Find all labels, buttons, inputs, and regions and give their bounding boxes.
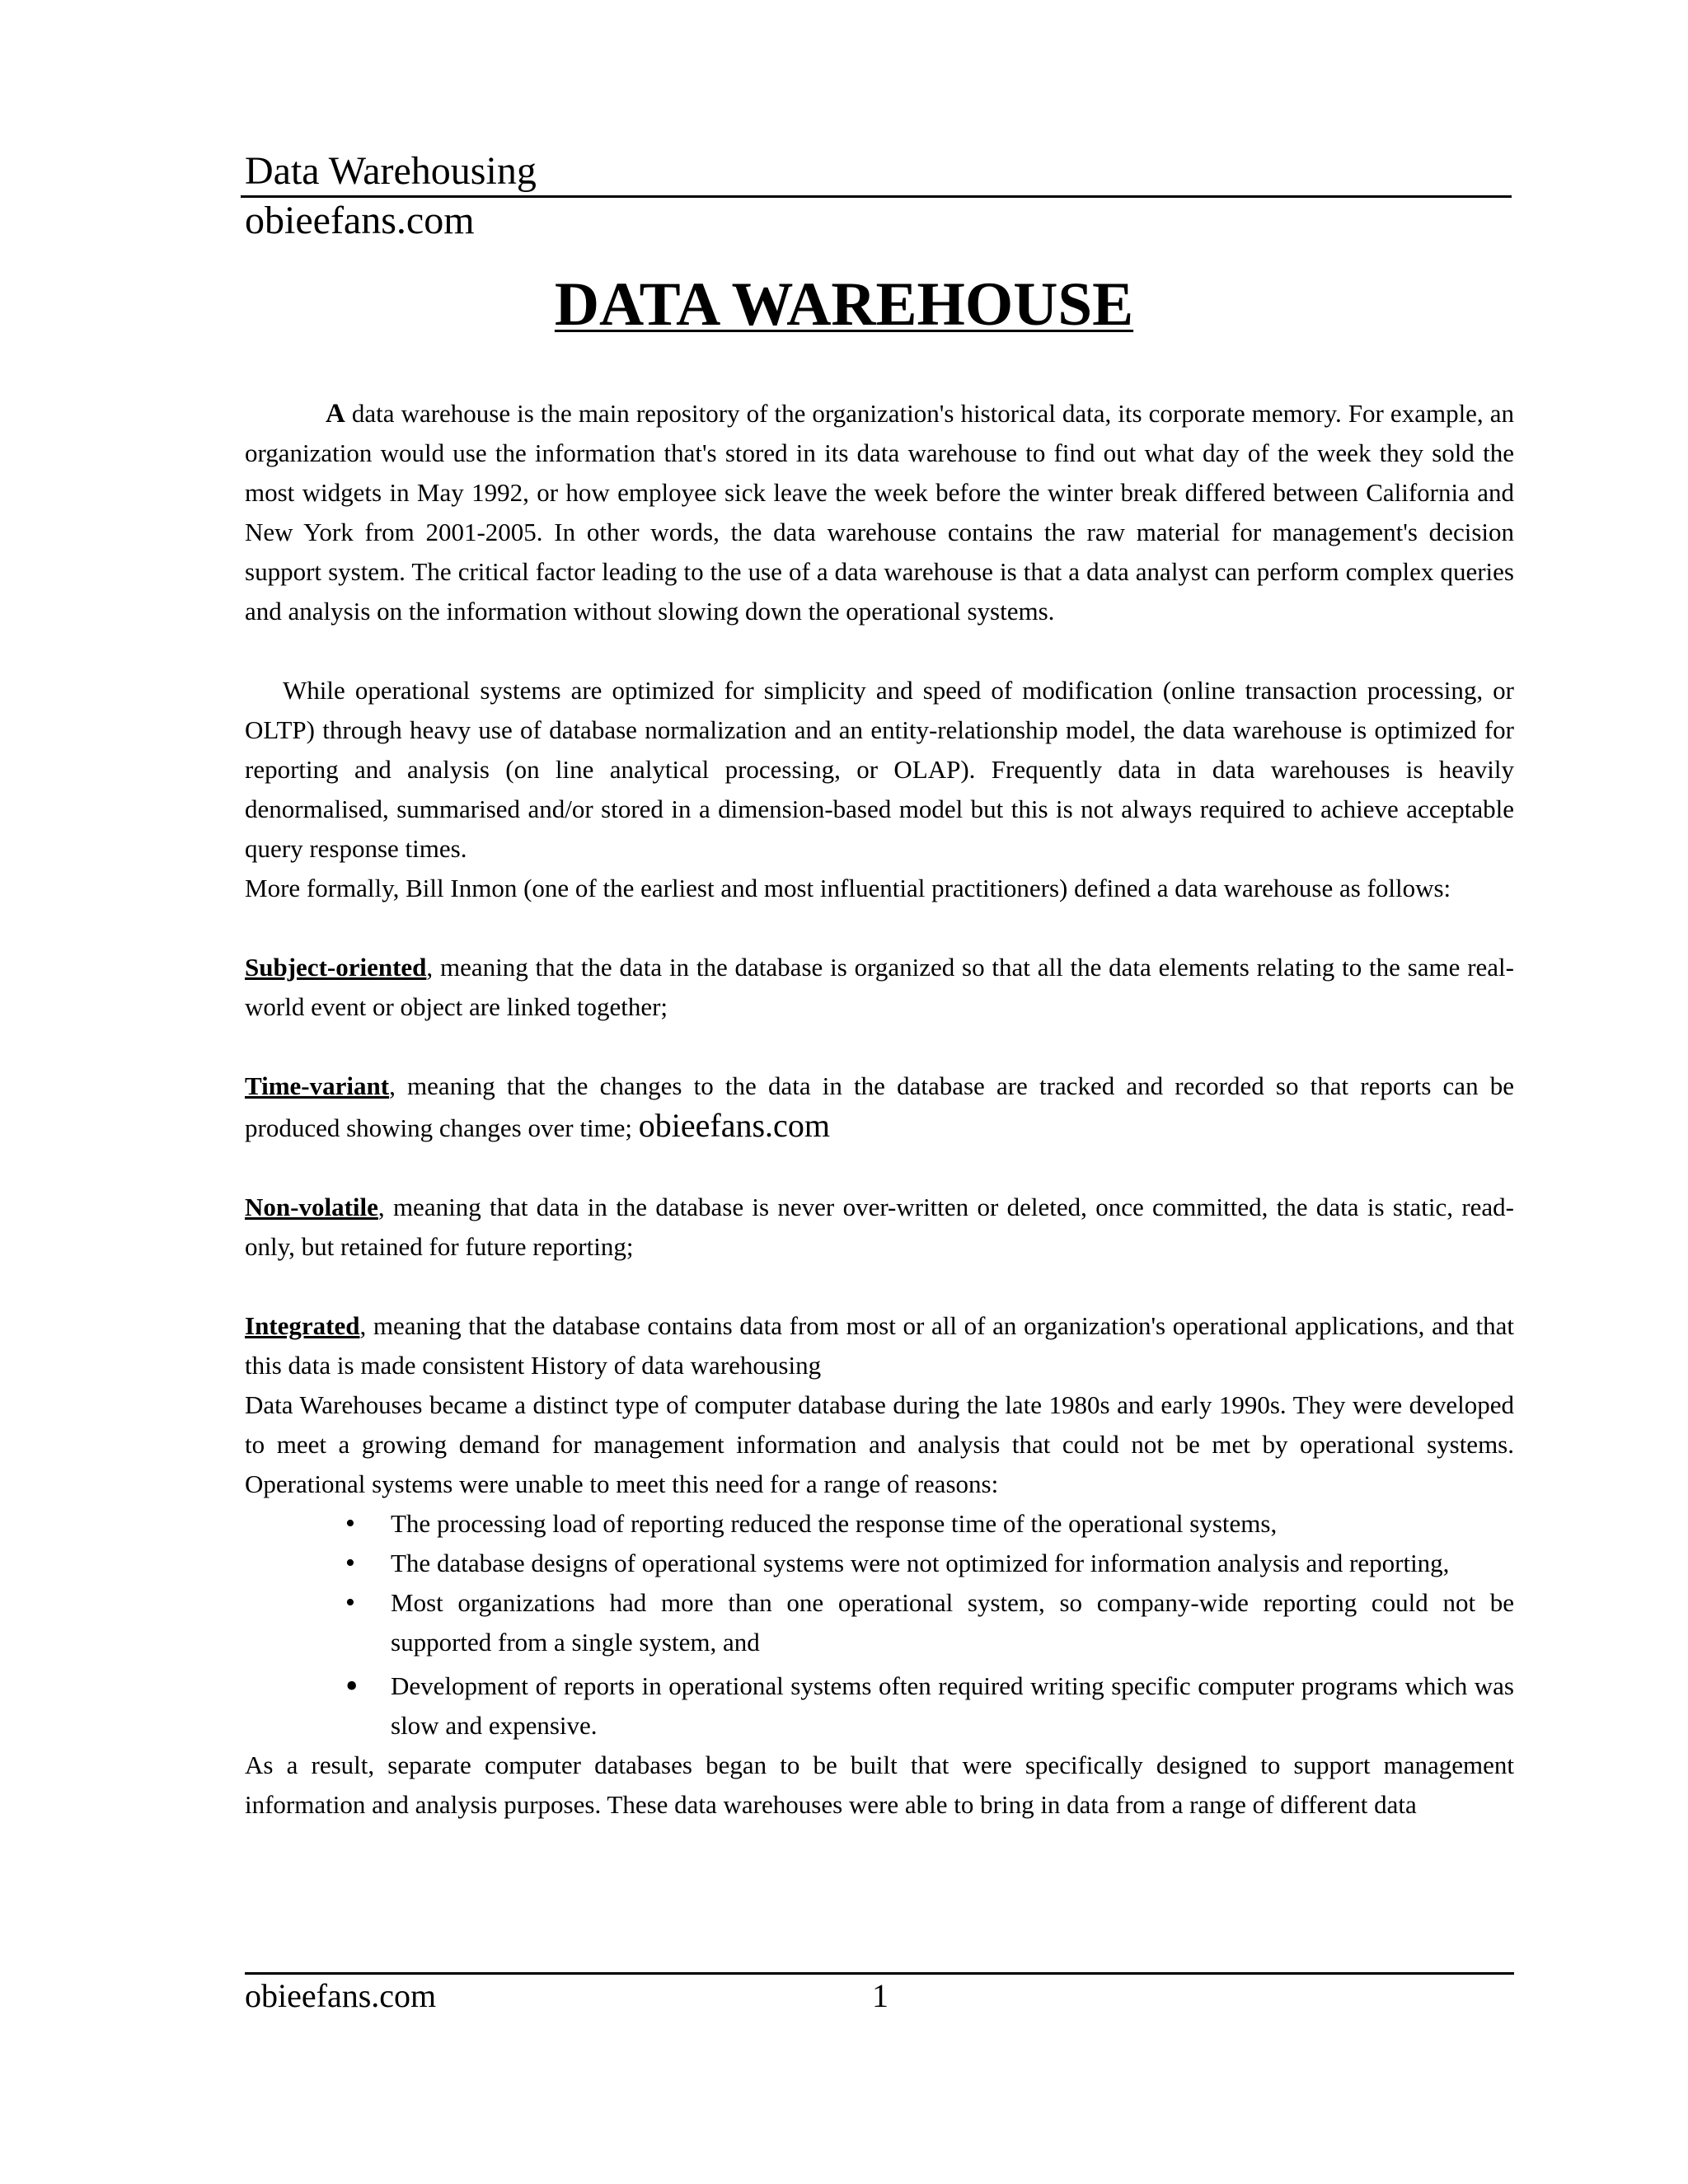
definition-subject-text: , meaning that the data in the database is organized so that all the data elements relating to the same real-world event or object are linked together; xyxy=(245,953,1514,1021)
document-title: DATA WAREHOUSE xyxy=(554,270,1134,339)
reasons-list xyxy=(245,1504,1514,1746)
running-header-title: Data Warehousing xyxy=(245,149,537,193)
definition-integrated xyxy=(245,1306,1514,1385)
paragraph-result: As a result, separate computer databases began to be built that were specifically designed to support management information and analysis purposes. These data warehouses were able to bring in data from a range of different data xyxy=(245,1750,1514,1819)
paragraph-intro-text: data warehouse is the main repository of the organization's historical data, its corporate memory. For example, an organization would use the information that's stored in its data warehouse to find out what day of the week they sold the most widgets in May 1992, or how employee sick leave the week before the winter break differed between California and New York from 2001-2005. In other words, the data warehouse contains the raw material for management's decision support system. The critical factor leading to the use of a data warehouse is that a data analyst can perform complex queries and analysis on the information without slowing down the operational systems. xyxy=(245,399,1514,626)
definition-integrated-text: , meaning that the database contains data from most or all of an organization's operational applications, and that this data is made consistent History of data warehousing xyxy=(245,1311,1514,1380)
term-integrated: Integrated xyxy=(245,1311,360,1340)
list-item: • Development of reports in operational systems often required writing specific computer programs which was slow and expensive. xyxy=(391,1666,1514,1746)
document-body xyxy=(245,394,1514,1825)
paragraph-oltp-olap: While operational systems are optimized for simplicity and speed of modification (online transaction processing, or OLTP) through heavy use of database normalization and an entity-relationship model, the data warehouse is optimized for reporting and analysis (on line analytical processing, or OLAP). Frequently data in data warehouses is heavily denormalised, summarised and/or stored in a dimension-based model but this is not always required to achieve acceptable query response times. xyxy=(245,676,1514,863)
footer-rule xyxy=(245,1972,1514,1975)
paragraph-intro xyxy=(245,394,1514,631)
term-subject-oriented: Subject-oriented xyxy=(245,953,427,982)
paragraph-inmon: More formally, Bill Inmon (one of the earliest and most influential practitioners) defined a data warehouse as follows: xyxy=(245,874,1451,902)
definition-subject-oriented xyxy=(245,948,1514,1027)
definition-non-volatile xyxy=(245,1188,1514,1267)
footer-site: obieefans.com xyxy=(245,1977,437,2014)
inline-site-watermark: obieefans.com xyxy=(638,1107,830,1144)
running-header-site: obieefans.com xyxy=(245,199,475,242)
term-time-variant: Time-variant xyxy=(245,1071,390,1100)
paragraph-history: Data Warehouses became a distinct type of computer database during the late 1980s and early 1990s. They were developed to meet a growing demand for management information and analysis that could not be met by operational systems. Operational systems were unable to meet this need for a range of reasons: xyxy=(245,1390,1514,1498)
definition-time-text: , meaning that the changes to the data in the database are tracked and recorded so that reports can be produced showing changes over time; xyxy=(245,1071,1514,1142)
list-item: • The database designs of operational systems were not optimized for information analysis and reporting, xyxy=(391,1544,1514,1583)
definition-nonvol-text: , meaning that data in the database is never over-written or deleted, once committed, the data is static, read-only, but retained for future reporting; xyxy=(245,1193,1514,1261)
list-item: • Most organizations had more than one operational system, so company-wide reporting could not be supported from a single system, and xyxy=(391,1583,1514,1662)
page-number: 1 xyxy=(872,1977,889,2014)
term-non-volatile: Non-volatile xyxy=(245,1193,378,1221)
list-item: • The processing load of reporting reduced the response time of the operational systems, xyxy=(391,1504,1514,1544)
definition-time-variant xyxy=(245,1066,1514,1148)
drop-lead-word: A xyxy=(326,399,345,429)
